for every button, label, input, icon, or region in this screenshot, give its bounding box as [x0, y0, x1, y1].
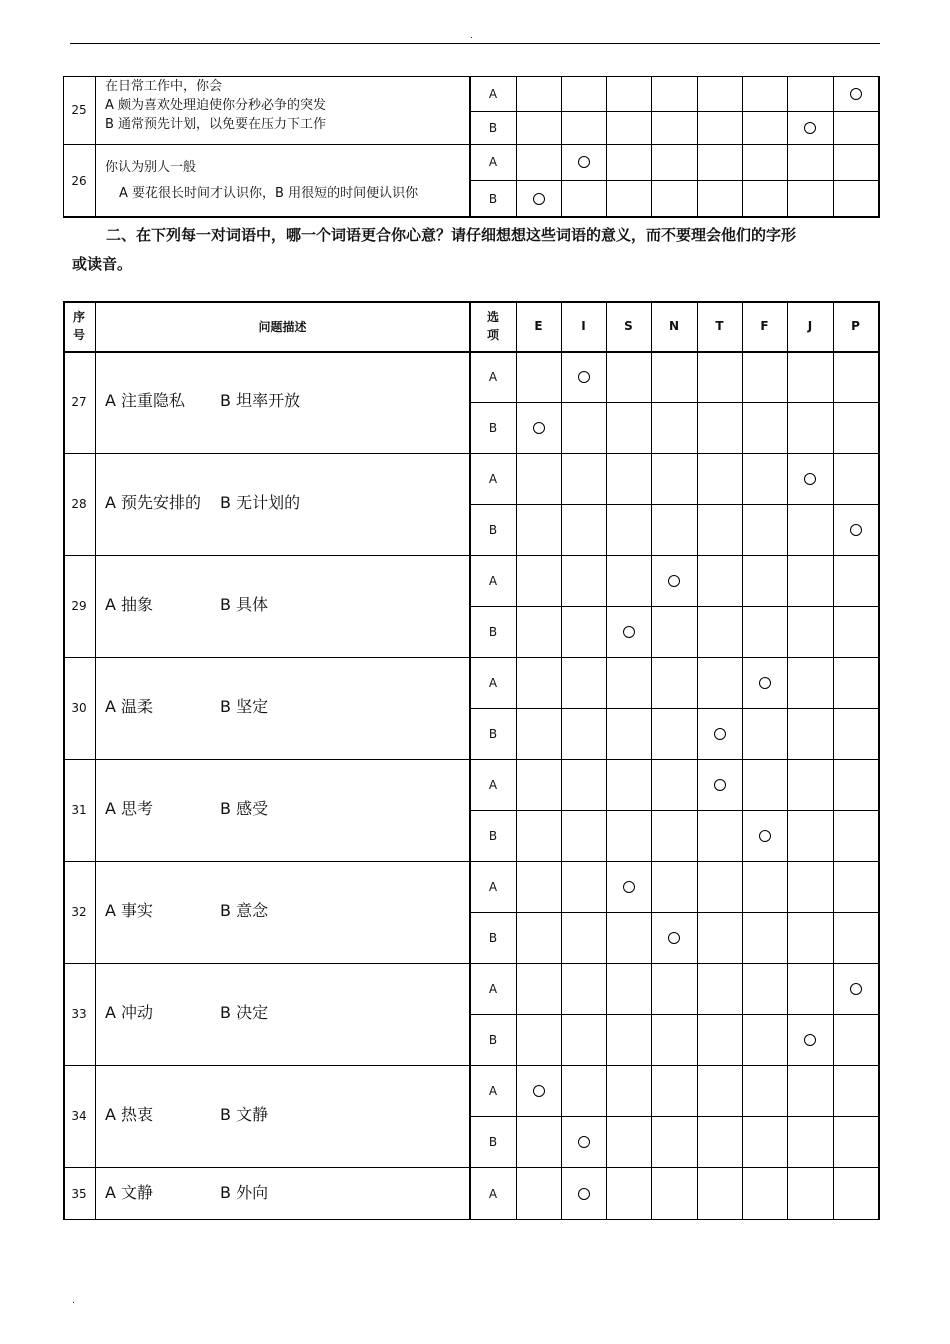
answer-mark[interactable]: [759, 830, 771, 842]
column-rule: [878, 76, 880, 218]
column-rule: [95, 76, 96, 218]
header-rule: [70, 43, 880, 44]
option-label: A: [488, 1083, 498, 1098]
header-number: 序号: [72, 310, 85, 342]
instruction-line-2: 或读音。: [72, 255, 133, 273]
answer-mark[interactable]: [578, 371, 590, 383]
column-rule: [516, 76, 517, 218]
option-label: B: [488, 624, 498, 639]
answer-mark[interactable]: [533, 193, 545, 205]
answer-mark[interactable]: [759, 677, 771, 689]
column-rule: [606, 301, 607, 1220]
option-label: B: [488, 726, 498, 741]
questionnaire-table-part1: [63, 76, 878, 218]
row-rule: [470, 504, 878, 505]
header-type-t: T: [715, 319, 724, 333]
option-b-text: B 决定: [220, 1003, 269, 1022]
question-description: [105, 160, 466, 202]
answer-mark[interactable]: [578, 1136, 590, 1148]
question-number: 35: [71, 1186, 87, 1201]
option-label: B: [488, 828, 498, 843]
column-rule: [787, 76, 788, 218]
column-rule: [651, 301, 652, 1220]
option-a-text: A 抽象: [105, 595, 154, 614]
answer-mark[interactable]: [668, 932, 680, 944]
option-label: A: [488, 573, 498, 588]
option-a-text: A 事实: [105, 901, 154, 920]
column-rule: [742, 76, 743, 218]
option-label: A: [488, 981, 498, 996]
instruction-line-1: 二、在下列每一对词语中，哪一个词语更合你心意？请仔细想想这些词语的意义，而不要理会他们的字形: [106, 226, 797, 244]
option-label: A: [488, 879, 498, 894]
option-b-text: B 坚定: [220, 697, 269, 716]
option-label: B: [488, 1032, 498, 1047]
option-b-text: B 文静: [220, 1105, 269, 1124]
option-b-text: B 外向: [220, 1182, 269, 1202]
question-number: 34: [71, 1109, 87, 1123]
header-type-j: J: [807, 319, 813, 333]
column-rule: [833, 76, 834, 218]
row-rule: [470, 180, 878, 181]
answer-mark[interactable]: [850, 524, 862, 536]
column-rule: [561, 301, 562, 1220]
option-a-text: A 注重隐私: [105, 391, 186, 410]
answer-mark[interactable]: [714, 779, 726, 791]
header-type-s: S: [624, 319, 633, 333]
row-rule: [470, 708, 878, 709]
option-label: A: [488, 86, 498, 101]
row-rule: [470, 810, 878, 811]
question-number: 26: [71, 174, 87, 188]
header-type-p: P: [851, 319, 860, 333]
header-mark: .: [470, 31, 473, 41]
option-label: B: [488, 120, 498, 135]
column-rule: [651, 76, 652, 218]
row-rule: [470, 402, 878, 403]
answer-mark[interactable]: [578, 156, 590, 168]
option-label: B: [488, 192, 498, 206]
question-number: 32: [71, 905, 87, 919]
answer-mark[interactable]: [578, 1188, 590, 1200]
column-rule: [561, 76, 562, 218]
option-a-text: A 热衷: [105, 1105, 154, 1124]
option-a-text: A 温柔: [105, 697, 154, 716]
description-line: B 通常预先计划，以免要在压力下工作: [105, 117, 327, 132]
row-rule: [470, 1116, 878, 1117]
footer-mark: .: [72, 1296, 75, 1306]
option-a-text: A 冲动: [105, 1003, 154, 1022]
answer-mark[interactable]: [804, 122, 816, 134]
option-b-text: B 感受: [220, 799, 269, 818]
option-a-text: A 文静: [105, 1182, 154, 1202]
row-rule: [470, 111, 878, 112]
description-line: 在日常工作中，你会: [105, 79, 223, 94]
option-label: A: [488, 369, 498, 384]
description-line: A 颇为喜欢处理迫使你分秒必争的突发: [105, 98, 327, 113]
option-b-text: B 意念: [220, 901, 269, 920]
description-line: 你认为别人一般: [105, 160, 197, 175]
column-rule: [833, 301, 834, 1220]
answer-mark[interactable]: [714, 728, 726, 740]
header-option: 选项: [486, 310, 499, 342]
header-description: 问题描述: [258, 319, 307, 334]
option-label: B: [488, 930, 498, 945]
header-type-i: I: [581, 319, 586, 333]
row-rule: [470, 606, 878, 607]
option-label: A: [488, 155, 498, 169]
answer-mark[interactable]: [850, 88, 862, 100]
section-instruction: [72, 221, 882, 279]
answer-mark[interactable]: [533, 422, 545, 434]
option-a-text: A 思考: [105, 799, 154, 818]
option-b-text: B 无计划的: [220, 493, 301, 512]
option-label: A: [488, 675, 498, 690]
column-rule: [742, 301, 743, 1220]
column-rule: [697, 301, 698, 1220]
option-label: A: [488, 471, 498, 486]
answer-mark[interactable]: [668, 575, 680, 587]
answer-mark[interactable]: [623, 626, 635, 638]
option-label: B: [488, 1134, 498, 1149]
question-number: 27: [71, 395, 87, 409]
answer-mark[interactable]: [623, 881, 635, 893]
question-number: 33: [71, 1007, 87, 1021]
column-rule: [95, 301, 96, 1220]
column-rule: [697, 76, 698, 218]
header-type-f: F: [760, 319, 769, 333]
answer-mark[interactable]: [804, 473, 816, 485]
row-rule: [470, 1014, 878, 1015]
column-rule: [787, 301, 788, 1220]
answer-mark[interactable]: [850, 983, 862, 995]
question-number: 29: [71, 599, 87, 613]
answer-mark[interactable]: [804, 1034, 816, 1046]
row-rule: [470, 912, 878, 913]
question-number: 28: [71, 497, 87, 511]
option-label: A: [488, 1186, 498, 1201]
questionnaire-table-part2: [63, 301, 878, 1220]
header-type-n: N: [668, 319, 680, 333]
option-b-text: B 具体: [220, 595, 269, 614]
question-description: [105, 79, 466, 133]
option-a-text: A 预先安排的: [105, 493, 202, 512]
question-number: 31: [71, 803, 87, 817]
question-number: 30: [71, 701, 87, 715]
header-type-e: E: [534, 319, 543, 333]
column-rule: [878, 301, 880, 1220]
column-rule: [606, 76, 607, 218]
answer-mark[interactable]: [533, 1085, 545, 1097]
option-label: A: [488, 777, 498, 792]
column-rule: [516, 301, 517, 1220]
question-number: 25: [71, 103, 87, 117]
option-label: B: [488, 420, 498, 435]
option-label: B: [488, 522, 498, 537]
description-line: A 要花很长时间才认识你，B 用很短的时间便认识你: [119, 186, 419, 201]
option-b-text: B 坦率开放: [220, 391, 301, 410]
